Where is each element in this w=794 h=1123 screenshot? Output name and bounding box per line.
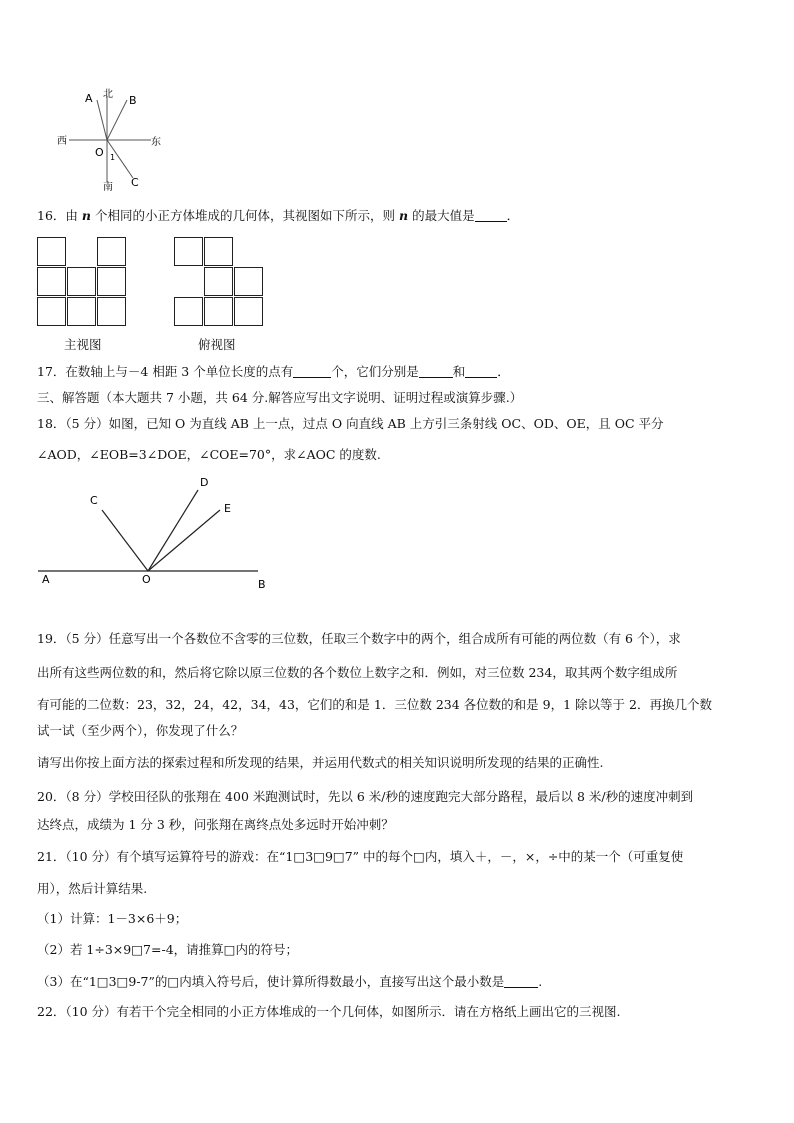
q19-line-5: 请写出你按上面方法的探索过程和所发现的结果，并运用代数式的相关知识说明所发现的结果的正确性.: [37, 755, 604, 770]
fig-label-e: E: [224, 502, 231, 515]
compass-figure: [55, 86, 175, 194]
label-south: 南: [103, 182, 113, 193]
q16-text: 16．由 n 个相同的小正方体堆成的几何体，其视图如下所示，则 n 的最大值是 ．: [37, 208, 520, 223]
q21-part-1: （1）计算：1－3×6＋9；: [37, 911, 188, 926]
q21-line-1: 21．（10 分）有个填写运算符号的游戏：在“1□3□9□7” 中的每个□内，填入＋，－，×，÷中的某一个（可重复使: [37, 849, 684, 864]
fig-label-d: D: [200, 476, 209, 489]
q18-line-2: ∠AOD，∠EOB=3∠DOE，∠COE=70°，求∠AOC 的度数.: [37, 447, 381, 462]
label-o: O: [95, 146, 104, 159]
q19-line-1: 19．（5 分）任意写出一个各数位不含零的三位数，任取三个数字中的两个，组合成所有可能的两位数（有 6 个），求: [37, 631, 681, 646]
main-view-caption: 主视图: [64, 338, 102, 352]
q21-line-2: 用），然后计算结果.: [37, 881, 148, 896]
q19-line-3: 有可能的二位数：23，32，24，42，34，43，它们的和是 1．三位数 234 各位数的和是 9，1 除以等于 2．再换几个数: [37, 697, 712, 712]
q20-line-1: 20．（8 分）学校田径队的张翔在 400 米跑测试时，先以 6 米/秒的速度跑完大部分路程，最后以 8 米/秒的速度冲刺到: [37, 789, 694, 804]
fig-label-b: B: [258, 578, 266, 590]
label-north: 北: [103, 89, 113, 100]
q21-part-3: （3）在“1□3□9-7”的□内填入符号后，使计算所得数最小，直接写出这个最小数是 .: [37, 974, 543, 989]
label-c: C: [131, 176, 139, 189]
top-view-caption: 俯视图: [198, 338, 236, 352]
label-angle-1: 1: [110, 153, 116, 162]
fig-label-o: O: [142, 573, 151, 586]
section-heading: 三、解答题（本大题共 7 小题，共 64 分.解答应写出文字说明、证明过程或演算步骤.）: [37, 390, 523, 405]
q18-figure: [30, 472, 280, 590]
q21-part-2: （2）若 1÷3×9□7=-4，请推算□内的符号；: [37, 942, 298, 957]
q18-line-1: 18．（5 分）如图，已知 O 为直线 AB 上一点，过点 O 向直线 AB 上方引三条射线 OC、OD、OE，且 OC 平分: [37, 416, 664, 431]
q20-line-2: 达终点，成绩为 1 分 3 秒，问张翔在离终点处多远时开始冲刺？: [37, 817, 394, 832]
label-b: B: [129, 94, 137, 107]
q22-line-1: 22．（10 分）有若干个完全相同的小正方体堆成的一个几何体，如图所示．请在方格纸上画出它的三视图.: [37, 1004, 621, 1019]
top-view-grid: [174, 237, 264, 327]
q19-line-4: 试一试（至少两个），你发现了什么？: [37, 723, 244, 738]
fig-label-a: A: [42, 573, 50, 586]
label-a: A: [85, 92, 93, 105]
answer-blank: [475, 209, 507, 222]
q17-text: 17．在数轴上与－4 相距 3 个单位长度的点有 个，它们分别是 和 ．: [37, 364, 510, 379]
fig-label-c: C: [90, 494, 98, 507]
label-west: 西: [57, 136, 67, 147]
q19-line-2: 出所有这些两位数的和，然后将它除以原三位数的各个数位上数字之和．例如，对三位数 234，取其两个数字组成所: [37, 665, 678, 680]
main-view-grid: [37, 237, 127, 327]
label-east: 东: [151, 137, 161, 148]
